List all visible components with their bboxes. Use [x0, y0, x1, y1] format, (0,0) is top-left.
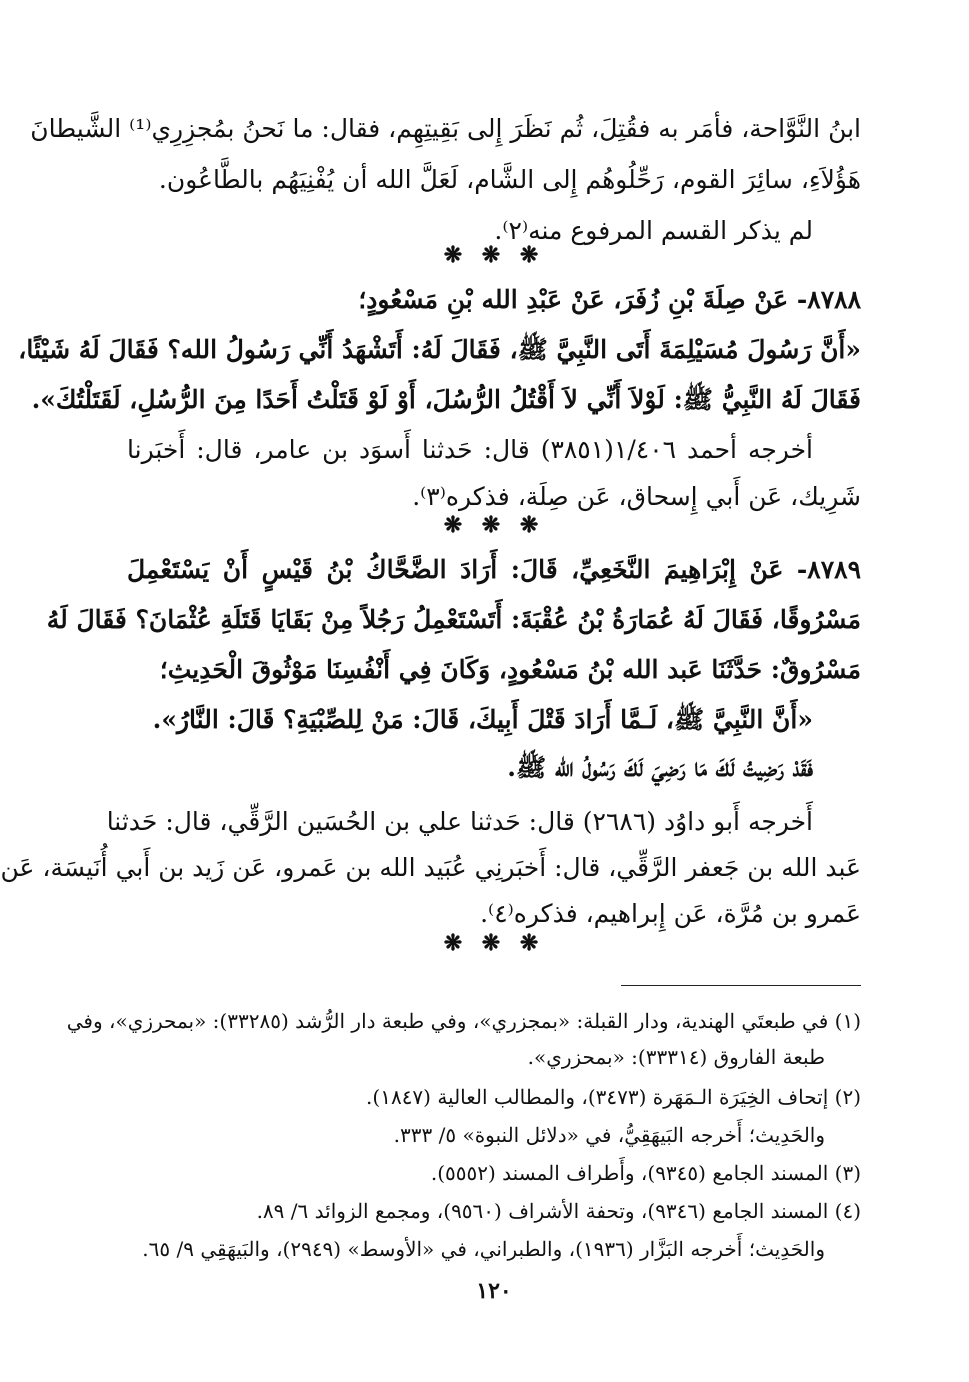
footnote-1-line-2: طبعة الفاروق (٣٣٣١٤): «بمحزري».	[527, 1045, 825, 1069]
hadith-8789-text-1: مَسْرُوقًا، فَقَالَ لَهُ عُمَارَةُ بْنُ عُقْبَةَ: أَتَسْتَعْمِلُ رَجُلاً مِنْ بَقَايَا قَتَلَةِ عُثْمَانَ؟ فَقَالَ لَهُ	[46, 605, 861, 634]
footnote-3: (٣) المسند الجامع (٩٣٤٥)، وأَطراف المسند (٥٥٥٢).	[430, 1161, 861, 1185]
takhrij-8789-line-3: عَمرو بن مُرَّة، عَن إِبراهيم، فذكره⁽٤⁾.	[480, 899, 861, 928]
footnote-4-line-1: (٤) المسند الجامع (٩٣٤٦)، وتحفة الأشراف (٩٥٦٠)، ومجمع الزوائد ٦/ ٨٩.	[256, 1199, 861, 1223]
hadith-8788-text-2: فَقَالَ لَهُ النَّبِيُّ ﷺ: لَوْلاَ أَنِّي لاَ أَقْتُلُ الرُّسُلَ، أَوْ لَوْ قَتَلْتُ أَحَدًا مِنَ الرُّسُلِ، لَقَتَلْتُكَ».	[31, 385, 861, 414]
hadith-8789-text-4: فَقَدْ رَضِيتُ لَكَ مَا رَضِيَ لَكَ رَسُولُ الله ﷺ.	[507, 753, 813, 782]
takhrij-8788-line-1: أخرجه أحمد ١/٤٠٦(٣٨٥١) قال: حَدثنا أَسوَد بن عامر، قال: أَخبَرنا	[127, 435, 814, 464]
takhrij-8789-line-1: أَخرجه أَبو داوُد (٢٦٨٦) قال: حَدثنا علي بن الحُسَين الرَّقِّي، قال: حَدثنا	[106, 807, 813, 836]
footnote-1-line-1: (١) في طبعتَي الهندية، ودار القبلة: «بمجزري»، وفي طبعة دار الرُّشد (٣٣٢٨٥): «بمحرزي»، وفي	[66, 1009, 861, 1033]
section-separator-2: ❋ ❋ ❋	[443, 512, 545, 538]
footnote-4-line-2: والحَدِيث؛ أَخرجه البَزَّار (١٩٣٦)، والطبراني، في «الأوسط» (٢٩٤٩)، والبَيهَقِي ٩/ ٦٥.	[142, 1237, 825, 1261]
footnote-divider	[621, 985, 861, 986]
hadith-8789-text-3: «أَنَّ النَّبِيَّ ﷺ، لَـمَّا أَرَادَ قَتْلَ أَبِيكَ، قَالَ: مَنْ لِلصِّبْيَةِ؟ قَالَ: النَّارُ».	[152, 705, 813, 734]
hadith-8788-text-1: «أَنَّ رَسُولَ مُسَيْلِمَةَ أَتَى النَّبِيَّ ﷺ، فَقَالَ لَهُ: أَتَشْهَدُ أَنِّي رَسُولُ الله؟ فَقَالَ لَهُ شَيْئًا،	[18, 335, 861, 364]
body-line-1: ابنُ النَّوَّاحة، فأمَر به فقُتِلَ، ثُم نَظَرَ إِلى بَقِيتِهِم، فقال: ما نَحنُ بمُجزِرِي⁽¹⁾ الشَّيطانَ	[30, 114, 861, 143]
hadith-8789-text-2: مَسْرُوقٌ: حَدَّثَنَا عَبد الله بْنُ مَسْعُودٍ، وَكَانَ فِي أَنْفُسِنَا مَوْثُوقَ الْحَدِيثِ؛	[159, 655, 861, 684]
section-separator-1: ❋ ❋ ❋	[443, 242, 545, 268]
takhrij-8789-line-2: عَبد الله بن جَعفر الرَّقِّي، قال: أَخبَرنِي عُبَيد الله بن عَمرو، عَن زَيد بن أَبي أُنَيسَة، عَن	[0, 853, 861, 882]
body-line-2: هَؤُلاَءِ، سائِرَ القوم، رَحِّلُوهُم إِلى الشَّام، لَعَلَّ الله أن يُفْنِيَهُم بالطَّاعُون.	[158, 165, 861, 194]
takhrij-8788-line-2: شَرِيك، عَن أَبي إِسحاق، عَن صِلَة، فذكره⁽٣⁾.	[412, 482, 861, 511]
page-number: ١٢٠	[476, 1278, 512, 1304]
body-line-3: لم يذكر القسم المرفوع منه⁽٢⁾.	[494, 216, 813, 245]
section-separator-3: ❋ ❋ ❋	[443, 930, 545, 956]
footnote-2-line-2: والحَدِيث؛ أَخرجه البَيهَقِيُّ، في «دلائل النبوة» ٥/ ٣٣٣.	[393, 1123, 825, 1147]
hadith-8789-heading: ٨٧٨٩- عَنْ إِبْرَاهِيمَ النَّخَعِيِّ، قَالَ: أَرَادَ الضَّحَّاكُ بْنُ قَيْسٍ أَنْ يَسْتَعْمِلَ	[127, 555, 861, 584]
hadith-8788-heading: ٨٧٨٨- عَنْ صِلَةَ بْنِ زُفَرَ، عَنْ عَبْدِ الله بْنِ مَسْعُودٍ؛	[358, 285, 861, 314]
footnote-2-line-1: (٢) إتحاف الخِيَرَة الـمَهَرة (٣٤٧٣)، والمطالب العالية (١٨٤٧).	[366, 1085, 861, 1109]
